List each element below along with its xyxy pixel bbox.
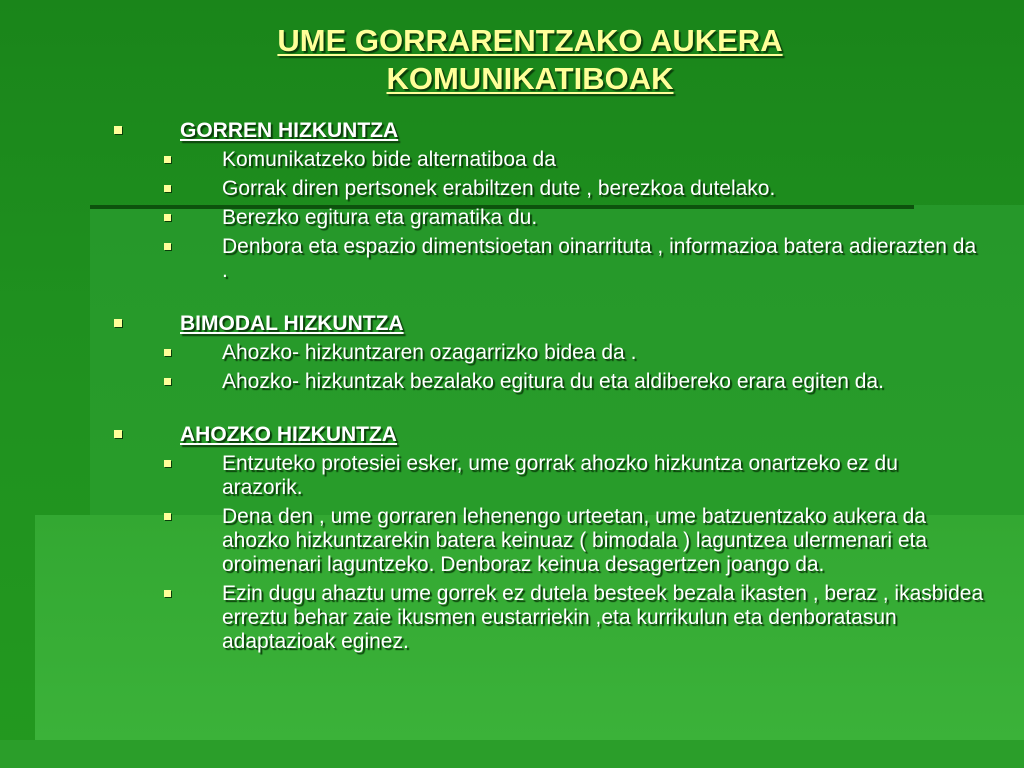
bullet-item: [222, 452, 984, 500]
section-gorren-hizkuntza: [0, 118, 1024, 283]
section-heading: [180, 422, 1024, 448]
square-bullet-icon: [164, 513, 171, 520]
bullet-item-text: Berezko egitura eta gramatika du.: [222, 206, 538, 229]
bullet-item-text: Komunikatzeko bide alternatiboa da: [222, 148, 556, 171]
section-ahozko-hizkuntza: [0, 422, 1024, 654]
square-bullet-icon: [164, 590, 171, 597]
square-bullet-icon: [114, 126, 122, 134]
square-bullet-icon: [164, 156, 171, 163]
section-bimodal-hizkuntza: [0, 311, 1024, 394]
slide-content: [0, 118, 1024, 682]
slide-title: [130, 22, 930, 98]
bullet-item: [222, 370, 984, 394]
bullet-item: [222, 148, 984, 172]
bullet-item-text: Gorrak diren pertsonek erabiltzen dute , berezkoa dutelako.: [222, 177, 776, 200]
section-heading-text: GORREN HIZKUNTZA: [180, 119, 399, 142]
square-bullet-icon: [164, 378, 171, 385]
bullet-item: [222, 505, 984, 577]
bullet-item: [222, 177, 984, 201]
bullet-item-text: Denbora eta espazio dimentsioetan oinarrituta , informazioa batera adierazten da .: [222, 235, 977, 282]
bullet-item: [222, 582, 984, 654]
square-bullet-icon: [164, 243, 171, 250]
bullet-item: [222, 235, 984, 283]
square-bullet-icon: [164, 214, 171, 221]
square-bullet-icon: [114, 319, 122, 327]
square-bullet-icon: [164, 349, 171, 356]
section-heading-text: AHOZKO HIZKUNTZA: [180, 423, 397, 446]
bullet-item-text: Ezin dugu ahaztu ume gorrek ez dutela besteek bezala ikasten , beraz , ikasbidea erreztu behar zaie ikusmen eustarriekin ,eta kurrikulun eta denboratasun adaptazioak eginez.: [222, 582, 984, 653]
section-heading: [180, 311, 1024, 337]
square-bullet-icon: [164, 460, 171, 467]
square-bullet-icon: [164, 185, 171, 192]
bullet-item-text: Ahozko- hizkuntzaren ozagarrizko bidea da .: [222, 341, 637, 364]
section-heading-text: BIMODAL HIZKUNTZA: [180, 312, 404, 335]
bullet-item: [222, 206, 984, 230]
section-heading: [180, 118, 1024, 144]
bullet-item: [222, 341, 984, 365]
bullet-item-text: Dena den , ume gorraren lehenengo urteetan, ume batzuentzako aukera da ahozko hizkuntzarekin batera keinuaz ( bimodala ) laguntzea ulermenari eta oroimenari laguntzeko. Denboraz keinua desagertzen joango da.: [222, 505, 928, 576]
square-bullet-icon: [114, 430, 122, 438]
slide-title-line: KOMUNIKATIBOAK: [386, 61, 674, 96]
slide-title-line: UME GORRARENTZAKO AUKERA: [277, 23, 783, 58]
bullet-item-text: Ahozko- hizkuntzak bezalako egitura du eta aldibereko erara egiten da.: [222, 370, 884, 393]
bullet-item-text: Entzuteko protesiei esker, ume gorrak ahozko hizkuntza onartzeko ez du arazorik.: [222, 452, 898, 499]
